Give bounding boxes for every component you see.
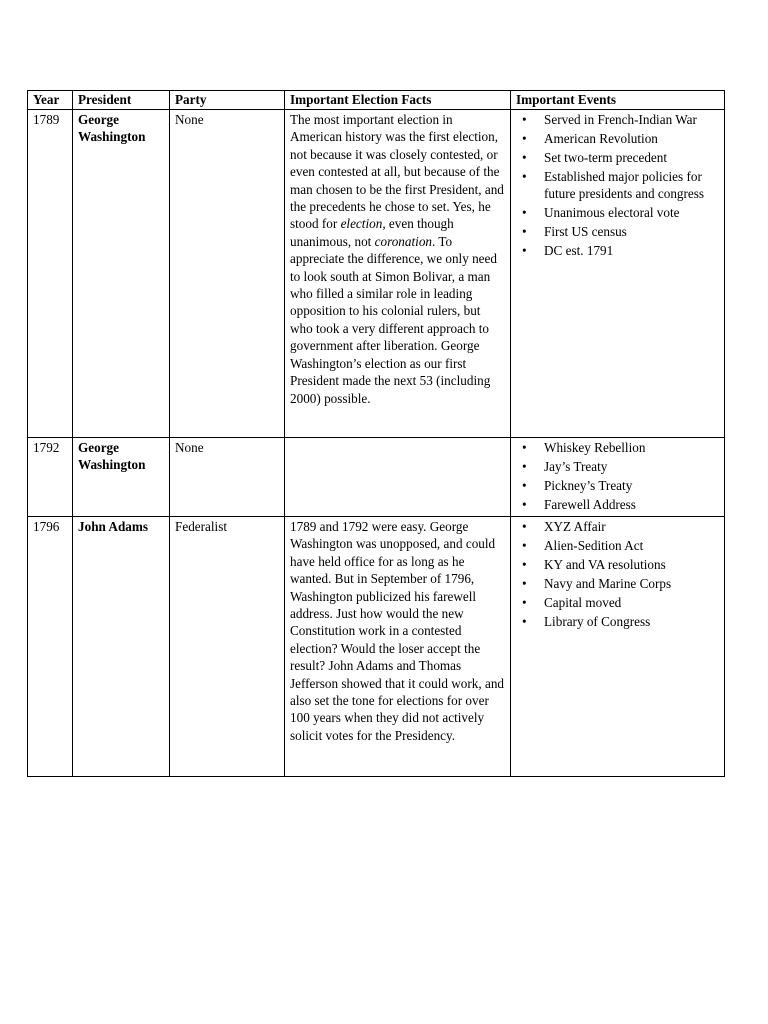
bullet-icon: • xyxy=(522,150,527,165)
facts-text-segment: coronation xyxy=(374,233,433,249)
header-year: Year xyxy=(28,91,73,110)
bullet-icon: • xyxy=(522,614,527,629)
event-text: Alien-Sedition Act xyxy=(544,538,644,553)
election-table xyxy=(27,90,725,777)
event-list-item xyxy=(522,242,719,259)
bullet-icon: • xyxy=(522,538,527,553)
bullet-icon: • xyxy=(522,169,527,184)
event-list-item xyxy=(522,439,719,456)
bullet-icon: • xyxy=(522,112,527,127)
cell-party: None xyxy=(170,110,285,438)
event-list-item xyxy=(522,149,719,166)
event-text: Farewell Address xyxy=(544,497,636,512)
cell-election-facts xyxy=(285,438,511,517)
event-text: Pickney’s Treaty xyxy=(544,478,633,493)
event-text: Library of Congress xyxy=(544,614,651,629)
header-party: Party xyxy=(170,91,285,110)
table-body xyxy=(28,110,725,777)
bullet-icon: • xyxy=(522,243,527,259)
event-list-item xyxy=(522,223,719,240)
header-important-events: Important Events xyxy=(511,91,725,110)
events-list xyxy=(516,111,719,260)
table-header-row xyxy=(28,91,725,110)
event-text: American Revolution xyxy=(544,131,658,146)
event-text: Set two-term precedent xyxy=(544,150,668,165)
cell-president: George Washington xyxy=(73,438,170,517)
event-text: Served in French-Indian War xyxy=(544,112,697,127)
event-list-item xyxy=(522,458,719,475)
cell-party: Federalist xyxy=(170,517,285,777)
event-list-item xyxy=(522,130,719,147)
cell-election-facts xyxy=(285,110,511,438)
table-row xyxy=(28,110,725,438)
event-text: Capital moved xyxy=(544,595,622,610)
event-list-item xyxy=(522,168,719,203)
event-list-item xyxy=(522,477,719,494)
facts-text-segment: The most important election in American history was the first election, not because it was closely contested, or even contested at all, but because of the man chosen to be the first President, and the precedents he chose to set. Yes, he stood for xyxy=(290,112,504,232)
cell-important-events xyxy=(511,517,725,777)
event-text: KY and VA resolutions xyxy=(544,557,666,572)
bullet-icon: • xyxy=(522,576,527,591)
cell-president: John Adams xyxy=(73,517,170,777)
bullet-icon: • xyxy=(522,497,527,512)
cell-year: 1789 xyxy=(28,110,73,438)
facts-text-segment: election xyxy=(340,216,383,232)
cell-important-events xyxy=(511,110,725,438)
bullet-icon: • xyxy=(522,478,527,493)
event-list-item xyxy=(522,556,719,573)
event-list-item xyxy=(522,204,719,221)
cell-important-events xyxy=(511,438,725,517)
events-list xyxy=(516,439,719,513)
cell-party: None xyxy=(170,438,285,517)
event-text: Established major policies for future presidents and congress xyxy=(544,169,705,202)
event-text: Whiskey Rebellion xyxy=(544,440,646,455)
cell-year: 1792 xyxy=(28,438,73,517)
event-text: Jay’s Treaty xyxy=(544,459,608,474)
event-list-item xyxy=(522,575,719,592)
event-text: Unanimous electoral vote xyxy=(544,205,680,221)
table-row xyxy=(28,517,725,777)
event-list-item xyxy=(522,594,719,611)
bullet-icon: • xyxy=(522,459,527,474)
event-list-item xyxy=(522,613,719,630)
facts-text-segment: . To appreciate the difference, we only need to look south at Simon Bolivar, a man who filled a similar role in leading opposition to his colonial rulers, but who took a very different approach to government after liberation. George Washington’s election as our first President made the next 53 (including 2000) possible. xyxy=(290,233,497,406)
cell-election-facts xyxy=(285,517,511,777)
cell-year: 1796 xyxy=(28,517,73,777)
bullet-icon: • xyxy=(522,224,527,240)
facts-text-segment: , even though unanimous, not xyxy=(290,216,454,249)
event-list-item xyxy=(522,537,719,554)
bullet-icon: • xyxy=(522,440,527,455)
cell-president: George Washington xyxy=(73,110,170,438)
header-president: President xyxy=(73,91,170,110)
bullet-icon: • xyxy=(522,205,527,221)
event-list-item xyxy=(522,518,719,535)
events-list xyxy=(516,518,719,630)
event-list-item xyxy=(522,111,719,128)
event-text: DC est. 1791 xyxy=(544,243,614,259)
bullet-icon: • xyxy=(522,557,527,572)
bullet-icon: • xyxy=(522,131,527,146)
event-list-item xyxy=(522,496,719,513)
event-text: XYZ Affair xyxy=(544,519,606,534)
header-election-facts: Important Election Facts xyxy=(285,91,511,110)
event-text: First US census xyxy=(544,224,627,240)
facts-text-segment: 1789 and 1792 were easy. George Washington was unopposed, and could have held office for as long as he wanted. But in September of 1796, Washington publicized his farewell address. Just how would the new Constitution work in a contested election? Would the loser accept the result? John Adams and Thomas Jefferson showed that it could work, and also set the tone for elections for over 100 years when they did not actively solicit votes for the Presidency. xyxy=(290,519,505,743)
table-row xyxy=(28,438,725,517)
bullet-icon: • xyxy=(522,595,527,610)
bullet-icon: • xyxy=(522,519,527,534)
event-text: Navy and Marine Corps xyxy=(544,576,672,591)
